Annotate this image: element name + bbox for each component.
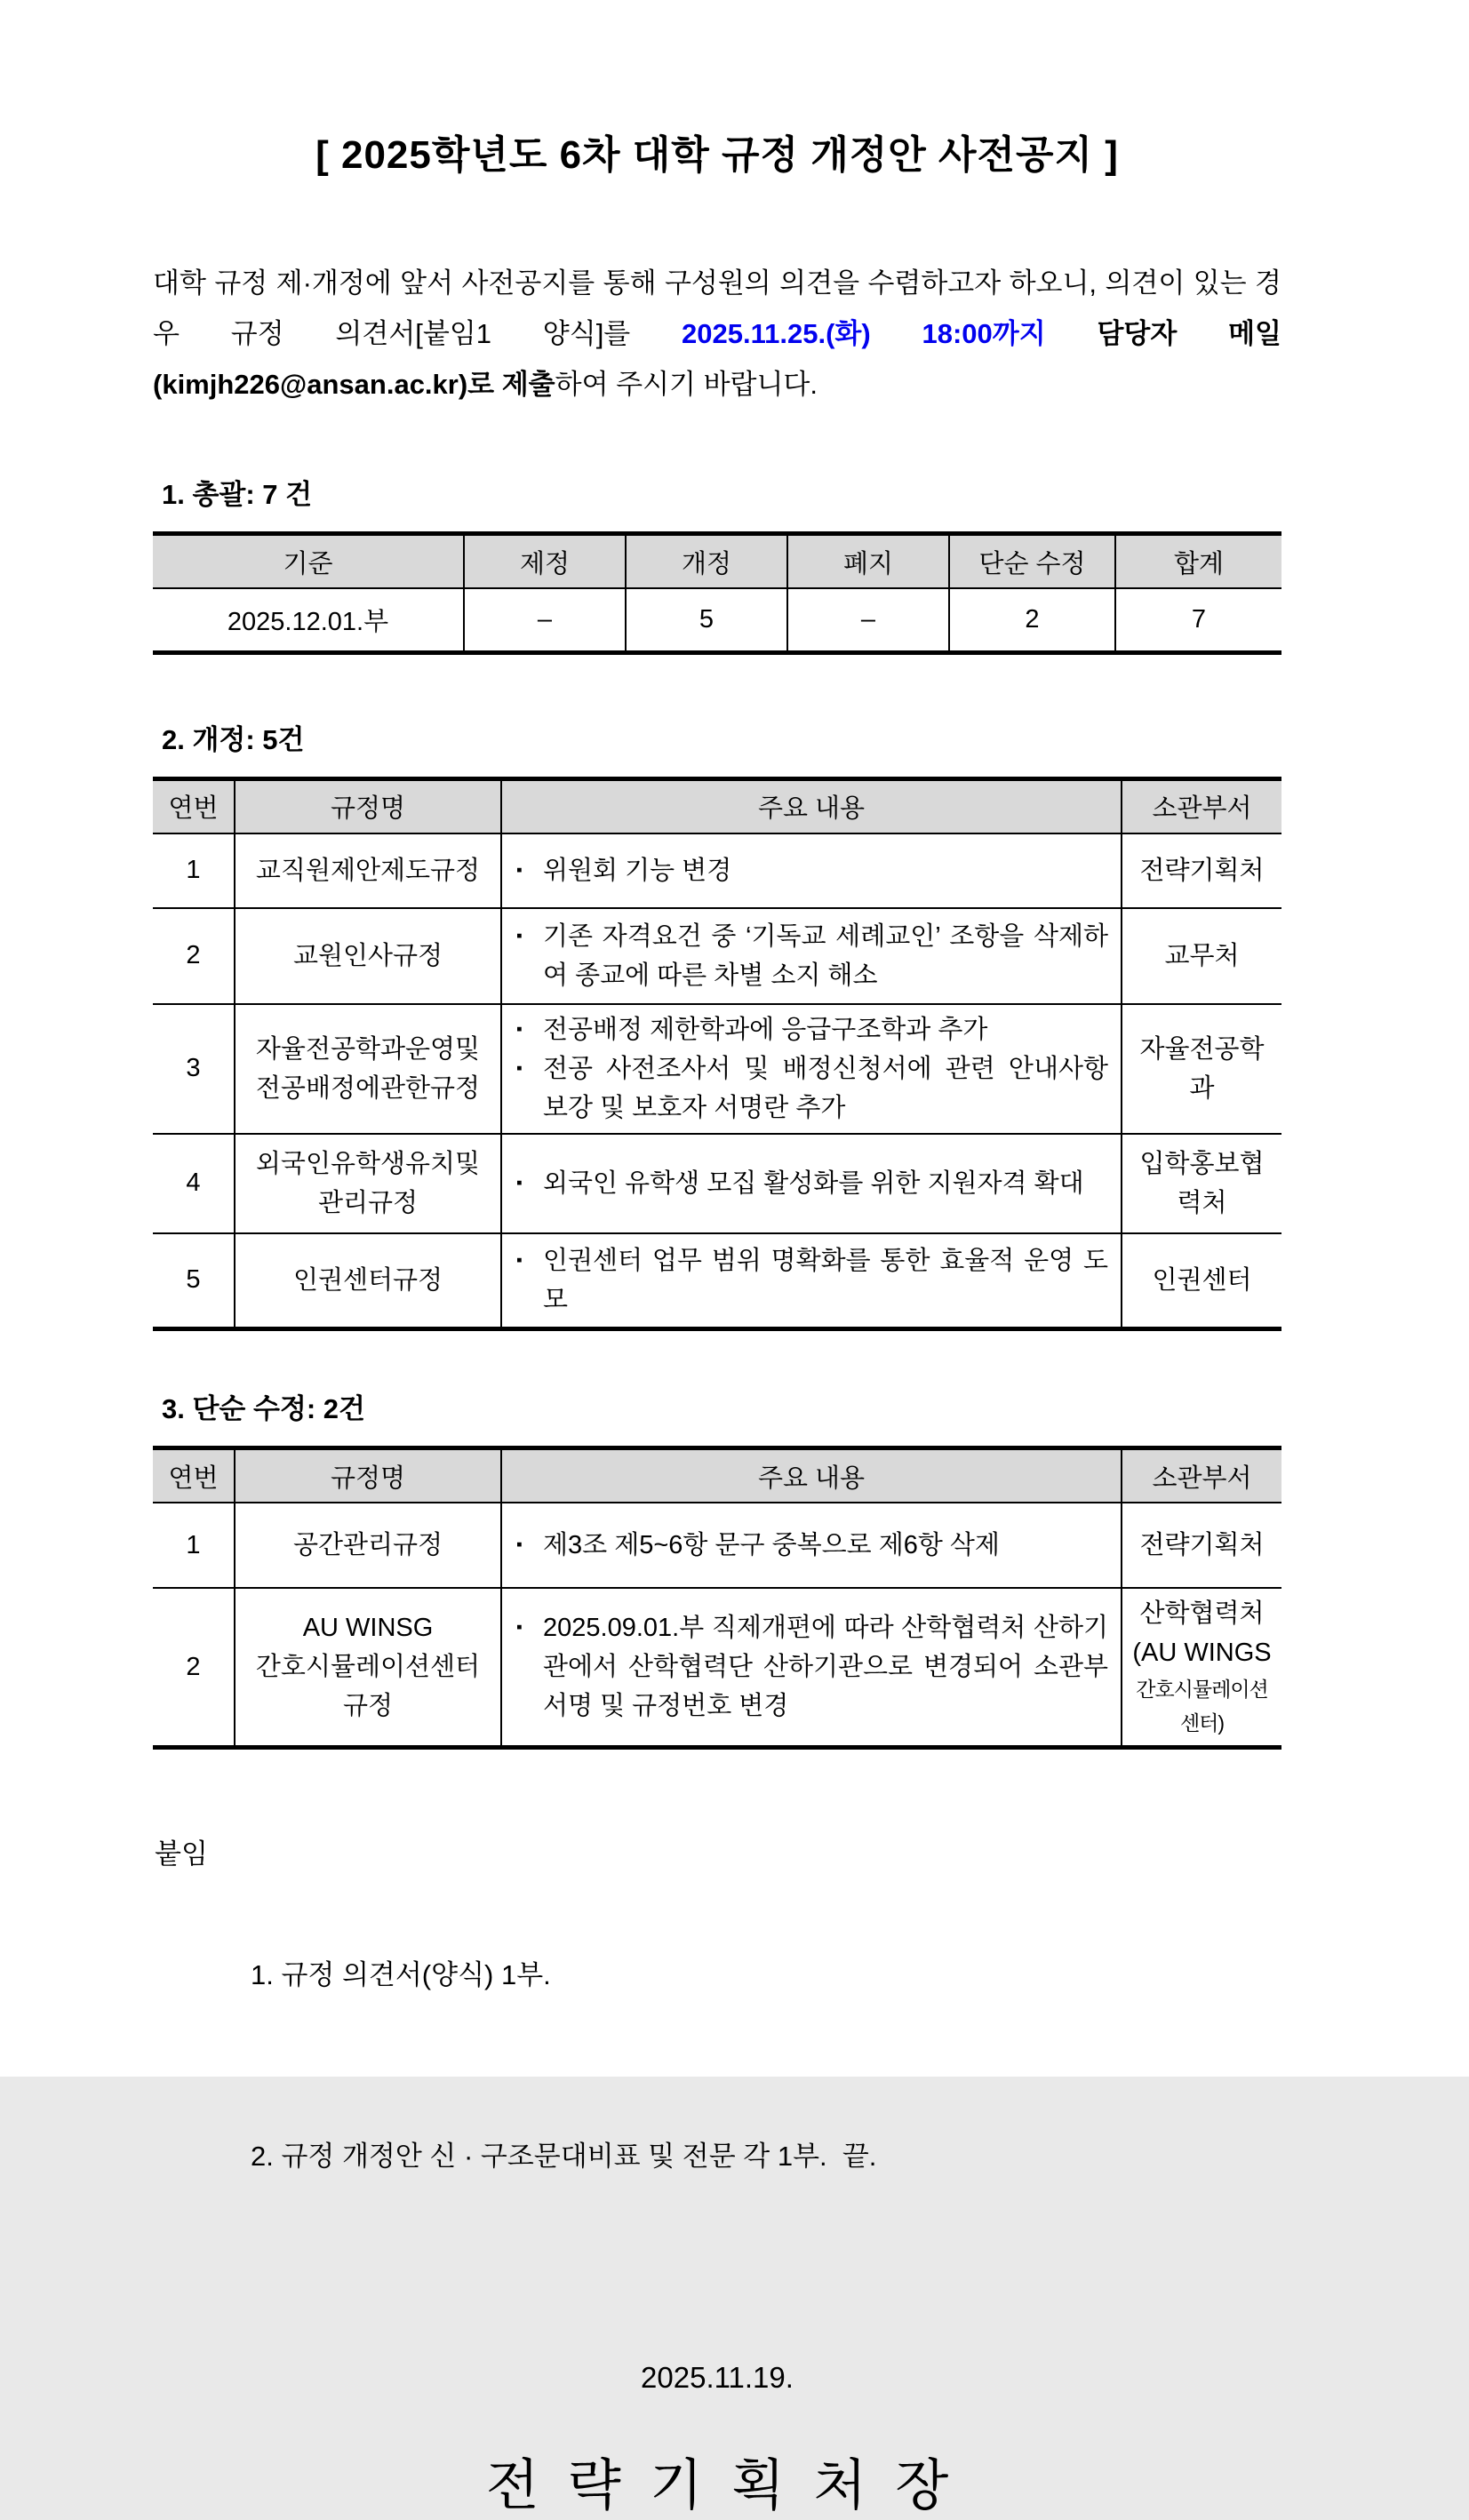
col-header-amended: 개정 bbox=[626, 534, 787, 589]
content-item bbox=[516, 1608, 1108, 1726]
bullet-icon: ▪ bbox=[516, 1250, 523, 1270]
content-item bbox=[516, 1049, 1108, 1128]
contact-email-text: 담당자 메일 (kimjh226@ansan.ac.kr)로 제출 bbox=[153, 318, 1281, 400]
row-number-cell: 1 bbox=[153, 833, 235, 908]
regulation-name-cell bbox=[235, 1233, 501, 1329]
table-row bbox=[153, 1134, 1281, 1233]
section1-heading: 1. 총괄: 7 건 bbox=[162, 479, 313, 510]
amendments-table bbox=[153, 777, 1281, 1332]
main-content-cell bbox=[501, 1004, 1122, 1134]
intro-text-2: 하여 주시기 바랍니다. bbox=[555, 369, 818, 400]
content-text: 2025.09.01.부 직제개편에 따라 산학협력처 산하기관에서 산학협력단 산하기관으로 변경되어 소관부서명 및 규정번호 변경 bbox=[543, 1614, 1108, 1720]
regulation-name: 공간관리규정 bbox=[292, 1531, 443, 1559]
deadline-text: 2025.11.25.(화) 18:00까지 bbox=[682, 318, 1046, 349]
bullet-icon: ▪ bbox=[516, 1618, 523, 1637]
row-number-cell: 3 bbox=[153, 1004, 235, 1134]
content-text: 위원회 기능 변경 bbox=[543, 856, 732, 885]
department-cell bbox=[1122, 1134, 1281, 1233]
row-number-cell: 2 bbox=[153, 908, 235, 1004]
main-content-cell bbox=[501, 908, 1122, 1004]
regulation-name: 자율전공학과운영및 bbox=[255, 1034, 481, 1064]
regulation-name: 교직원제안제도규정 bbox=[255, 856, 481, 885]
col-header-basis: 기준 bbox=[153, 534, 464, 589]
table-header-row bbox=[153, 534, 1281, 589]
attachments-block bbox=[155, 1824, 1281, 2308]
attachment-item: 2. 규정 개정안 신 · 구조문대비표 및 전문 각 1부. 끝. bbox=[251, 2141, 877, 2172]
table-row bbox=[153, 1503, 1281, 1588]
department-cell bbox=[1122, 1004, 1281, 1134]
table-row bbox=[153, 1588, 1281, 1748]
total-count-cell: 7 bbox=[1115, 588, 1281, 652]
content-text: 외국인 유학생 모집 활성화를 위한 지원자격 확대 bbox=[543, 1168, 1084, 1198]
table-row bbox=[153, 908, 1281, 1004]
main-content-cell bbox=[501, 1233, 1122, 1329]
main-content-cell bbox=[501, 833, 1122, 908]
basis-date-cell: 2025.12.01.부 bbox=[153, 588, 464, 652]
regulation-name: 외국인유학생유치및 bbox=[255, 1149, 481, 1178]
bullet-icon: ▪ bbox=[516, 1058, 523, 1078]
col-header-department: 소관부서 bbox=[1122, 1448, 1281, 1503]
regulation-name: 관리규정 bbox=[317, 1188, 419, 1217]
section2-heading: 2. 개정: 5건 bbox=[162, 723, 305, 755]
regulation-name-cell bbox=[235, 1134, 501, 1233]
col-header-total: 합계 bbox=[1115, 534, 1281, 589]
department-name: 간호시뮬레이션센터) bbox=[1136, 1678, 1268, 1734]
row-number-cell: 4 bbox=[153, 1134, 235, 1233]
content-item bbox=[516, 1241, 1108, 1320]
content-item bbox=[516, 851, 1108, 890]
table-row bbox=[153, 588, 1281, 652]
regulation-name: 인권센터규정 bbox=[292, 1265, 443, 1295]
regulation-name: 교원인사규정 bbox=[292, 941, 443, 970]
department-cell bbox=[1122, 1233, 1281, 1329]
page-title: [ 2025학년도 6차 대학 규정 개정안 사전공지 ] bbox=[315, 133, 1119, 177]
document-date: 2025.11.19. bbox=[641, 2361, 794, 2394]
content-text: 전공 사전조사서 및 배정신청서에 관련 안내사항 보강 및 보호자 서명란 추가 bbox=[543, 1054, 1108, 1122]
enacted-count-cell: – bbox=[464, 588, 626, 652]
col-header-enacted: 제정 bbox=[464, 534, 626, 589]
regulation-name-cell bbox=[235, 1004, 501, 1134]
row-number-cell: 1 bbox=[153, 1503, 235, 1588]
col-header-regulation-name: 규정명 bbox=[235, 778, 501, 833]
table-header-row bbox=[153, 778, 1281, 833]
regulation-name-cell bbox=[235, 1588, 501, 1748]
summary-table bbox=[153, 531, 1281, 655]
department-name: 입학홍보협력처 bbox=[1139, 1149, 1265, 1217]
col-header-main-content: 주요 내용 bbox=[501, 778, 1122, 833]
content-text: 인권센터 업무 범위 명확화를 통한 효율적 운영 도모 bbox=[543, 1246, 1108, 1314]
table-row bbox=[153, 1233, 1281, 1329]
attachments-list bbox=[251, 1824, 876, 2308]
simple-edit-count-cell: 2 bbox=[949, 588, 1115, 652]
col-header-simple-edit: 단순 수정 bbox=[949, 534, 1115, 589]
signer-title: 전략기획처장 bbox=[485, 2455, 978, 2516]
simple-edits-table bbox=[153, 1446, 1281, 1750]
bullet-icon: ▪ bbox=[516, 1535, 523, 1554]
main-content-cell bbox=[501, 1134, 1122, 1233]
attachment-item: 1. 규정 의견서(양식) 1부. bbox=[251, 1959, 551, 1990]
department-name: 인권센터 bbox=[1152, 1265, 1252, 1295]
department-name: 전략기획처 bbox=[1139, 856, 1265, 885]
table-row bbox=[153, 1004, 1281, 1134]
content-text: 기존 자격요건 중 ‘기독교 세례교인’ 조항을 삭제하여 종교에 따른 차별 소지 해소 bbox=[543, 921, 1108, 990]
department-name: (AU WINGS bbox=[1132, 1639, 1272, 1667]
content-item bbox=[516, 1164, 1108, 1203]
content-text: 제3조 제5~6항 문구 중복으로 제6항 삭제 bbox=[543, 1531, 1000, 1559]
content-text: 전공배정 제한학과에 응급구조학과 추가 bbox=[543, 1015, 988, 1044]
abolished-count-cell: – bbox=[787, 588, 949, 652]
attachments-label: 붙임 bbox=[155, 1838, 208, 1870]
department-name: 교무처 bbox=[1164, 941, 1240, 970]
department-name: 산학협력처 bbox=[1139, 1599, 1265, 1628]
intro-text-1: 대학 규정 제·개정에 앞서 사전공지를 통해 구성원의 의견을 수렴하고자 하오니, 의견이 있는 경우 규정 의견서[붙임1 양식]를 bbox=[153, 267, 1281, 349]
bullet-icon: ▪ bbox=[516, 926, 523, 945]
regulation-name: 전공배정에관한규정 bbox=[255, 1073, 481, 1103]
section3-heading: 3. 단순 수정: 2건 bbox=[162, 1393, 365, 1424]
content-item bbox=[516, 1526, 1108, 1565]
bullet-icon: ▪ bbox=[516, 860, 523, 880]
intro-paragraph bbox=[153, 258, 1281, 410]
row-number-cell: 2 bbox=[153, 1588, 235, 1748]
regulation-name: AU WINSG bbox=[302, 1614, 434, 1642]
table-row bbox=[153, 833, 1281, 908]
amended-count-cell: 5 bbox=[626, 588, 787, 652]
col-header-department: 소관부서 bbox=[1122, 778, 1281, 833]
col-header-main-content: 주요 내용 bbox=[501, 1448, 1122, 1503]
department-name: 전략기획처 bbox=[1139, 1531, 1265, 1559]
regulation-name-cell bbox=[235, 908, 501, 1004]
department-name: 자율전공학과 bbox=[1139, 1034, 1265, 1103]
department-cell bbox=[1122, 1588, 1281, 1748]
content-item bbox=[516, 1010, 1108, 1049]
department-cell bbox=[1122, 908, 1281, 1004]
content-item bbox=[516, 917, 1108, 995]
main-content-cell bbox=[501, 1588, 1122, 1748]
bullet-icon: ▪ bbox=[516, 1019, 523, 1039]
row-number-cell: 5 bbox=[153, 1233, 235, 1329]
regulation-name: 간호시뮬레이션센터 bbox=[255, 1653, 481, 1681]
table-header-row bbox=[153, 1448, 1281, 1503]
col-header-regulation-name: 규정명 bbox=[235, 1448, 501, 1503]
col-header-no: 연번 bbox=[153, 778, 235, 833]
col-header-abolished: 폐지 bbox=[787, 534, 949, 589]
department-cell bbox=[1122, 1503, 1281, 1588]
col-header-no: 연번 bbox=[153, 1448, 235, 1503]
main-content-cell bbox=[501, 1503, 1122, 1588]
bullet-icon: ▪ bbox=[516, 1173, 523, 1192]
department-cell bbox=[1122, 833, 1281, 908]
regulation-name-cell bbox=[235, 1503, 501, 1588]
regulation-name: 규정 bbox=[342, 1692, 394, 1720]
regulation-name-cell bbox=[235, 833, 501, 908]
